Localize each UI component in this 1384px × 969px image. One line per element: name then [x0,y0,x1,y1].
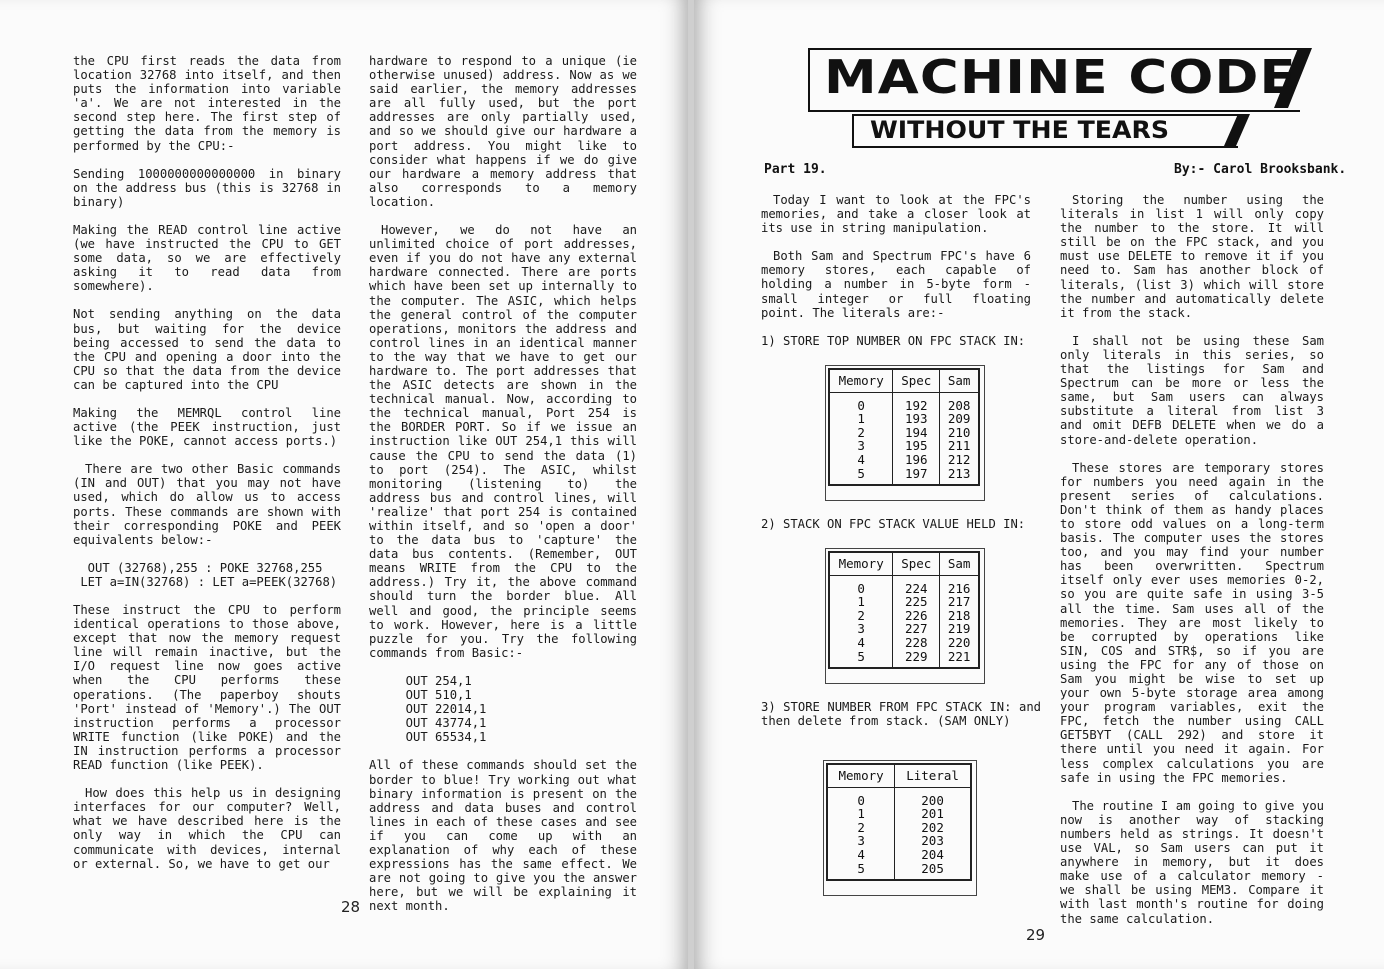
table-cell: 2 [827,821,895,835]
right-column-1-intro [761,193,1031,334]
table-cell: 228 [893,636,940,650]
left-page [0,0,688,969]
right-column-2 [1060,193,1324,940]
table-cell: 4 [829,636,893,650]
paragraph: the CPU first reads the data from location 32768 into itself, and then puts the information into variable 'a'. We are not interested in the second step here. The first step of getting the data from the memory is performed by the CPU:- [73,54,341,153]
page-number-left: 28 [341,898,361,916]
page-number-right: 29 [1026,926,1046,944]
table-row [827,821,971,835]
table-cell: 5 [827,862,895,881]
table-cell: 212 [947,451,971,467]
table-cell: 213 [947,465,971,481]
paragraph: Sending 1000000000000000 in binary on the address bus (this is 32768 in binary) [73,166,341,209]
table-cell: 225 [893,595,940,609]
table-cell: 4 [827,848,895,862]
table-row [829,609,979,623]
table-cell: 201 [921,806,944,822]
table-cell: 227 [893,622,940,636]
table-2 [828,551,980,669]
table-row [827,848,971,862]
paragraph: How does this help us in designing interfaces for our computer? Well, what we have described here is the only way in which the CPU can communicate with devices, internal or external. So, we have to get our [73,786,341,871]
table-header-cell: Memory [827,764,895,787]
table-cell: 202 [921,819,944,835]
table-cell: 209 [947,411,971,427]
left-column-2 [369,54,637,927]
table-header-cell: Literal [895,764,971,787]
table-cell: 210 [947,424,971,440]
paragraph: However, we do not have an unlimited choice of port addresses, even if you do not have any external hardware connected. There are ports which have been set up internally to the computer. The ASIC, which helps the general control of the computer operations, monitors the address and control lines in an identical manner to the way that we have to get our hardware to. The port addresses that the ASIC detects are shown in the technical manual. Now, according to the technical manual, Port 254 is the BORDER PORT. So if we issue an instruction like OUT 254,1 this will cause the CPU to send the data (1) to port (254). The ASIC, whilst monitoring (listening to) the address bus and control lines, will 'realize' that port 254 is contained within itself, and so 'open a door' to the data bus to 'capture' the data bus contents. (Remember, OUT means WRITE from the CPU to the address.) Try it, the above command should turn the border blue. All well and good, the principle seems to work. However, here is a little puzzle for you. Try the following commands from Basic:- [369,223,637,660]
table-row [829,622,979,636]
table-cell: 0 [829,392,893,412]
subtitle-slash-icon [1214,112,1254,148]
table-row [827,807,971,821]
table-row [829,453,979,467]
table-cell: 4 [829,453,893,467]
table-cell: 5 [829,467,893,486]
paragraph: These stores are temporary stores for numbers you need again in the present series of calculations. Don't think of them as handy places to store odd values on a long-term basis. The computer uses the stores too, and you may find your number has been overwritten. Spectrum itself only ever uses memories 0-2, so you are quite safe in using 3-5 all the time. Sam uses all of the memories. They are most likely to be corrupted by operations like SIN, COS and STR$, so if you are using the FPC for any of those on Sam you might be wise to set up your own 5-byte storage area among your program variables, exit the FPC, fetch the number using CALL GET5BYT (CALL 292) and store it there until you need it again. For less complex calculations you are safe in using the FPC memories. [1060,460,1324,785]
byline: By:- Carol Brooksbank. [1174,162,1347,177]
table-cell: 216 [947,580,971,596]
table-cell: 204 [921,846,944,862]
table-header-cell: Spec [893,552,940,575]
table-row [829,392,979,412]
table-cell: 195 [893,439,940,453]
article-subtitle: WITHOUT THE TEARS [870,116,1170,144]
table-row [827,787,971,807]
table-cell: 217 [947,594,971,610]
table-header-cell: Memory [829,369,893,392]
table-cell: 229 [893,650,940,669]
paragraph: There are two other Basic commands (IN and OUT) that you may not have used, which do allow us to access ports. These commands are shown with their corresponding POKE and PEEK equivalents below:- [73,462,341,547]
table-3 [826,763,972,881]
table-row [829,595,979,609]
table-cell: 2 [829,426,893,440]
table-cell: 218 [947,607,971,623]
table-cell: 1 [827,807,895,821]
table-cell: 0 [829,575,893,595]
table-cell: 219 [947,621,971,637]
table-cell: 2 [829,609,893,623]
paragraph: All of these commands should set the border to blue! Try working out what binary information is present on the address and data buses and control lines in each of these cases and see if you can come up with an explanation of why each of these expressions has the same effect. We are not going to give you the answer here, but we will be explaining it next month. [369,758,637,914]
paragraph: Not sending anything on the data bus, but waiting for the device being accessed to send the data to the CPU and opening a door into the CPU so that the data from the device can be captured into the CPU [73,307,341,392]
part-label: Part 19. [764,162,827,177]
table-row [829,575,979,595]
table-cell: 1 [829,595,893,609]
paragraph: hardware to respond to a unique (ie otherwise unused) address. Now as we said earlier, the memory addresses are all fully used, but the port addresses are only partially used, and so we should give our hardware a port address. You might like to consider what happens if we do give our hardware a memory address that also corresponds to a memory location. [369,54,637,209]
table-row [829,426,979,440]
right-page [694,0,1384,969]
table-row [829,636,979,650]
paragraph: Both Sam and Spectrum FPC's have 6 memory stores, each capable of holding a number in 5-byte form - small integer or full floating point. The literals are:- [761,249,1031,320]
table-cell: 221 [947,648,971,664]
table-header-cell: Sam [940,552,979,575]
left-column-1 [73,54,341,885]
table-row [829,467,979,486]
paragraph: Making the READ control line active (we have instructed the CPU to GET some data, so we are effectively asking it to read data from somewhere). [73,222,341,294]
table-cell: 203 [921,833,944,849]
table-row [827,834,971,848]
table-cell: 193 [893,412,940,426]
paragraph: Making the MEMRQL control line active (the PEEK instruction, just like the POKE, cannot access ports.) [73,405,341,449]
table-cell: 205 [921,860,944,876]
paragraph: OUT 254,1 OUT 510,1 OUT 22014,1 OUT 43774,1 OUT 65534,1 [405,673,487,745]
table-cell: 220 [947,634,971,650]
table-row [829,412,979,426]
table-cell: 5 [829,650,893,669]
table-cell: 194 [893,426,940,440]
section-3-heading: 3) STORE NUMBER FROM FPC STACK IN: and then delete from stack. (SAM ONLY) [761,700,1041,729]
table-cell: 0 [827,787,895,807]
table-cell: 211 [947,438,971,454]
paragraph: These instruct the CPU to perform identical operations to those above, except that now the memory request line will remain inactive, but the I/O request line now goes active when the CPU performs these operations. (The paperboy shouts 'Port' instead of 'Memory'.) The OUT instruction performs a processor WRITE function (like POKE) and the IN instruction performs a processor READ function (like PEEK). [73,603,341,773]
article-title: MACHINE CODE [824,50,1297,104]
table-cell: 192 [893,392,940,412]
table-cell: 197 [893,467,940,486]
section-2-heading: 2) STACK ON FPC STACK VALUE HELD IN: [761,517,1026,531]
table-cell: 208 [947,397,971,413]
table-cell: 1 [829,412,893,426]
table-header-cell: Spec [893,369,940,392]
table-cell: 3 [827,834,895,848]
table-row [829,439,979,453]
table-cell: 3 [829,439,893,453]
paragraph: Storing the number using the literals in list 1 will only copy the number to the store. It will still be on the FPC stack, and you must use DELETE to remove it if you need to. Sam has another block of literals, (list 3) which will store the number and automatically delete it from the stack. [1060,193,1324,320]
table-cell: 3 [829,622,893,636]
section-1-heading: 1) STORE TOP NUMBER ON FPC STACK IN: [761,334,1026,348]
paragraph: The routine I am going to give you now is another way of stacking numbers held as strings. It doesn't use VAL, so Sam users can put it anywhere in memory, but it does make use of a calculator memory - we shall be using MEM3. Compare it with last month's routine for doing the same calculation. [1060,798,1324,926]
table-row [829,650,979,669]
paragraph: OUT (32768),255 : POKE 32768,255 LET a=IN(32768) : LET a=PEEK(32768) [80,560,338,589]
table-1 [828,368,980,486]
table-cell: 196 [893,453,940,467]
table-cell: 200 [921,792,944,808]
paragraph: I shall not be using these Sam only literals in this series, so that the listings for Sam and Spectrum can be more or less the same, but Sam users can always substitute a literal from list 3 and omit DEFB DELETE when we do a store-and-delete operation. [1060,333,1324,447]
table-row [827,862,971,881]
paragraph: Today I want to look at the FPC's memories, and take a closer look at its use in string manipulation. [761,193,1031,236]
table-header-cell: Sam [940,369,979,392]
table-header-cell: Memory [829,552,893,575]
table-cell: 226 [893,609,940,623]
table-cell: 224 [893,575,940,595]
